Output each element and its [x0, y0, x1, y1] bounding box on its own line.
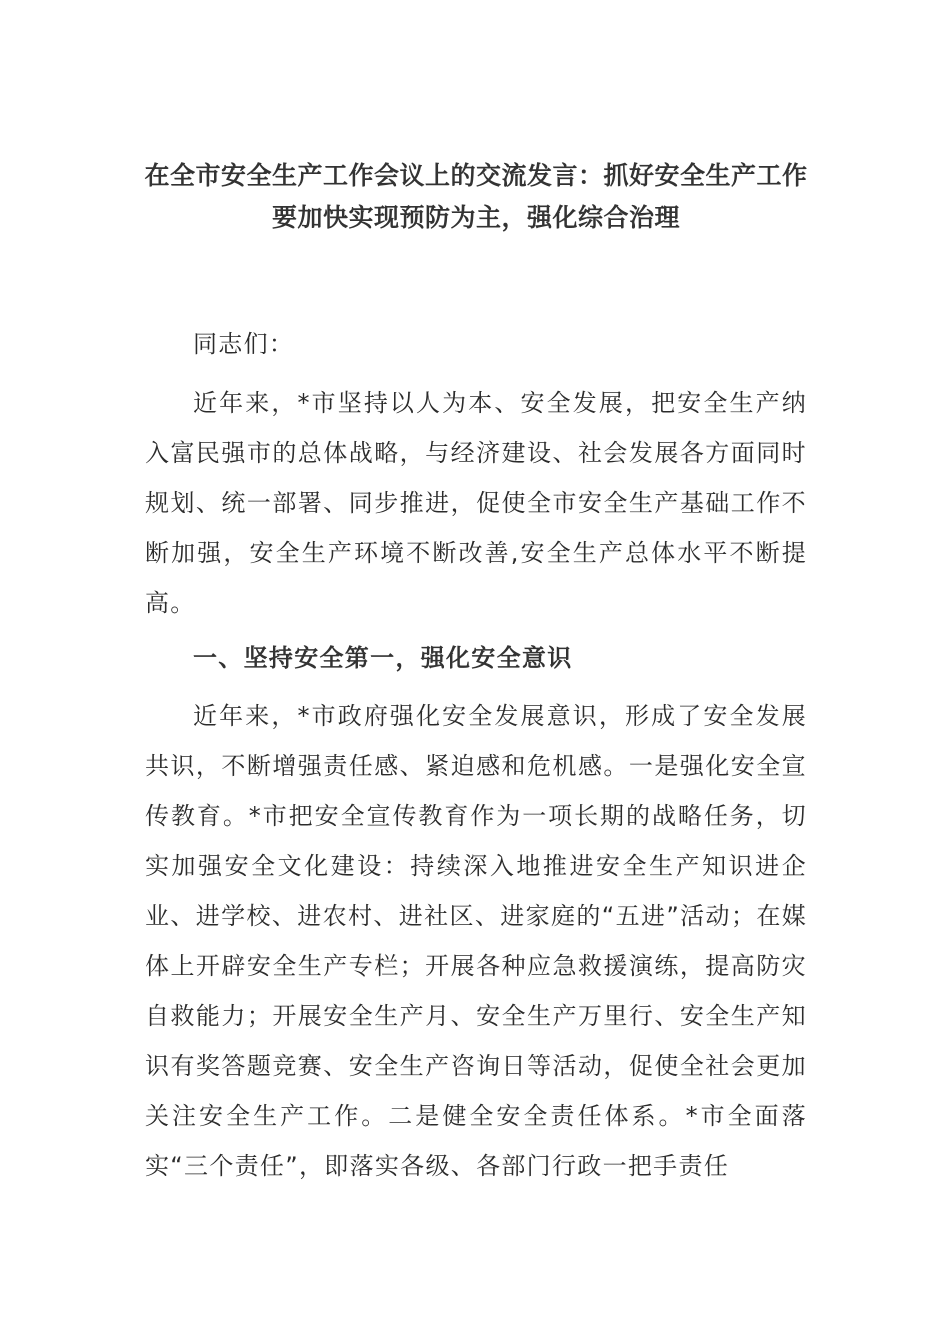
paragraph-intro: 近年来，*市坚持以人为本、安全发展，把安全生产纳入富民强市的总体战略，与经济建设、社会发展各方面同时规划、统一部署、同步推进，促使全市安全生产基础工作不断加强，安全生产环境不断改善,安全生产总体水平不断提高。	[145, 389, 807, 617]
document-title: 在全市安全生产工作会议上的交流发言：抓好安全生产工作要加快实现预防为主，强化综合治理	[144, 161, 808, 232]
paragraph-section-1: 近年来，*市政府强化安全发展意识，形成了安全发展共识，不断增强责任感、紧迫感和危机感。一是强化安全宣传教育。*市把安全宣传教育作为一项长期的战略任务，切实加强安全文化建设：持续深入地推进安全生产知识进企业、进学校、进农村、进社区、进家庭的“五进”活动；在媒体上开辟安全生产专栏；开展各种应急救援演练，提高防灾自救能力；开展安全生产月、安全生产万里行、安全生产知识有奖答题竞赛、安全生产咨询日等活动，促使全社会更加关注安全生产工作。二是健全安全责任体系。*市全面落实“三个责任”，即落实各级、各部门行政一把手责任	[145, 702, 807, 1180]
section-heading-1: 一、坚持安全第一，强化安全意识	[193, 644, 573, 672]
greeting: 同志们：	[193, 330, 295, 358]
